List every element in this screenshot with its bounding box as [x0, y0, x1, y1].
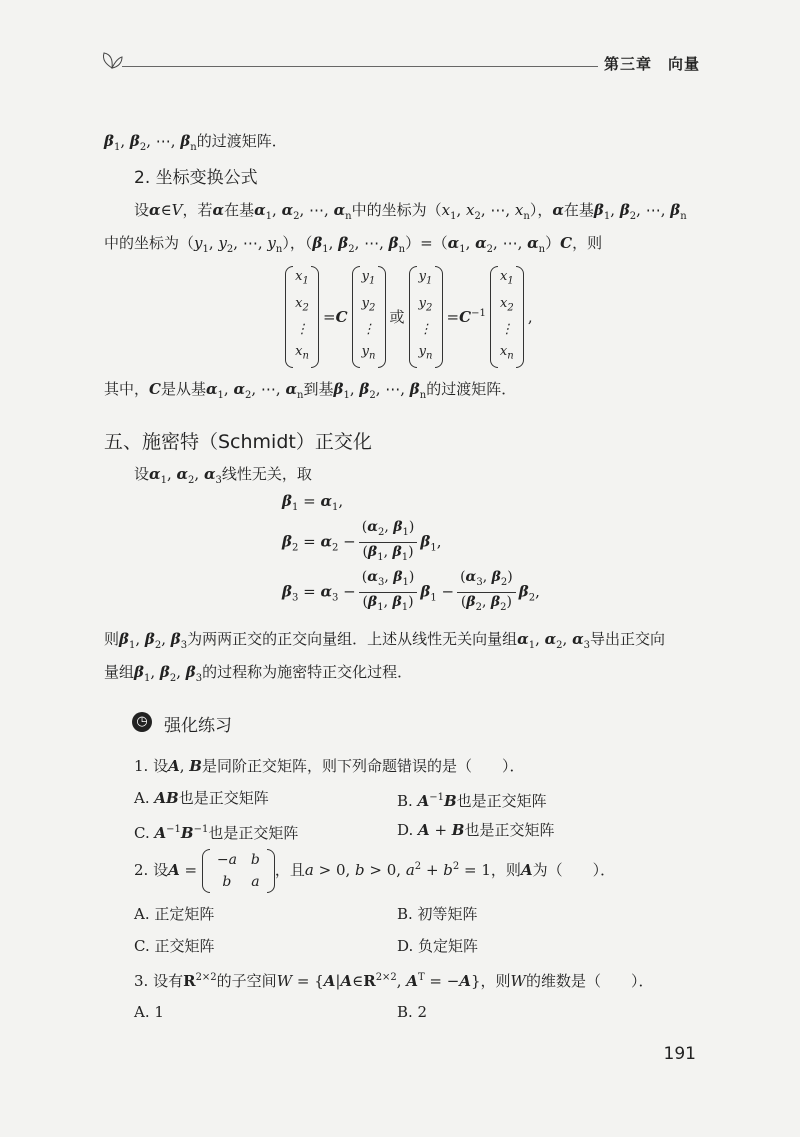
question-1-option-a: A. AB也是正交矩阵	[134, 789, 269, 807]
question-3-option-a: A. 1	[134, 1003, 164, 1021]
subsection-heading: 2. 坐标变换公式	[134, 168, 258, 188]
text-line-5: 其中，C是从基$\alpha_1$, $\alpha_2$, ⋯, $\alpha_n$到基$\beta_1$, $\beta_2$, ⋯, $\beta_n$的过渡矩阵．	[104, 380, 517, 401]
text-line-3: 设α∈V，若α在基$\alpha_1$, $\alpha_2$, ⋯, $\alpha_n$中的坐标为（$x_1$, $x_2$, ⋯, $x_n$），α在基$\beta_1$, $\beta_2$, ⋯, $\beta_n$	[134, 201, 687, 222]
question-1-option-c: C. $A^{-1}B^{-1}$也是正交矩阵	[134, 824, 299, 842]
coordinate-transform-equation: $x_1$ $x_2$ ⋮ $x_n$ =C $y_1$ $y_2$ ⋮ $y_n$ 或 $y_1$ $y_2$ ⋮ $y_n$ $=C^{-1}$ $x_1$ $x_2$ ⋮ $x_n$ ,	[285, 266, 537, 360]
clock-icon: ◷	[132, 712, 152, 732]
question-3-option-b: B. 2	[397, 1003, 428, 1021]
question-3-stem: 3. 设有$R^{2\times 2}$的子空间$W = \{A|A\in R^{2\times 2}$, $A^T = -A$}，则W的维数是（ ）．	[134, 972, 654, 990]
exercise-heading: 强化练习	[164, 716, 232, 736]
question-1-option-b: B. $A^{-1}B$也是正交矩阵	[397, 792, 547, 810]
text-line-4: 中的坐标为（$y_1$, $y_2$, ⋯, $y_n$），（$\beta_1$, $\beta_2$, ⋯, $\beta_n)=(\alpha_1$, $\alpha_2$, ⋯, $\alpha_n)C$，则	[104, 234, 603, 255]
text-line-7: 则$\beta_1$, $\beta_2$, $\beta_3$为两两正交的正交向量组．上述从线性无关向量组$\alpha_1$, $\alpha_2$, $\alpha_3$导出正交向	[104, 630, 666, 651]
text-line-1: $\beta_1$, $\beta_2$, ⋯, $\beta_n$的过渡矩阵．	[104, 132, 287, 153]
question-1-option-d: D. A + B也是正交矩阵	[397, 821, 555, 839]
text-line-8: 量组$\beta_1$, $\beta_2$, $\beta_3$的过程称为施密特正交化过程．	[104, 663, 413, 684]
header-rule	[122, 66, 598, 67]
running-header	[100, 40, 700, 80]
question-2-option-c: C. 正交矩阵	[134, 937, 215, 955]
question-2-option-a: A. 正定矩阵	[134, 905, 215, 923]
schmidt-eq-1: $\beta_1 = \alpha_1$,	[282, 492, 344, 513]
schmidt-eq-2: $\beta_2 = \alpha_2$ − $\frac{(\alpha_2, \beta_1)}{(\beta_1, \beta_1)}$ $\beta_1$,	[282, 519, 442, 563]
leaf-icon	[100, 50, 124, 70]
schmidt-eq-3: $\beta_3 = \alpha_3$ − $\frac{(\alpha_3, \beta_1)}{(\beta_1, \beta_1)}$ $\beta_1$ − $\frac{(\alpha_3, \beta_2)}{(\beta_2, \beta_2)}$ $\beta_2$,	[282, 569, 540, 613]
text-line-6: 设$\alpha_1$, $\alpha_2$, $\alpha_3$线性无关，取	[134, 465, 312, 486]
question-1-stem: 1. 设A, B是同阶正交矩阵，则下列命题错误的是（ ）．	[134, 757, 525, 775]
question-2-stem: 2. 设A = −a b b a ，且a > 0, b > 0, $a^2 + b^2 = 1$，则A为（ ）．	[134, 849, 615, 893]
page-number: 191	[663, 1044, 696, 1064]
question-2-option-b: B. 初等矩阵	[397, 905, 478, 923]
question-2-option-d: D. 负定矩阵	[397, 937, 479, 955]
section-heading: 五、施密特（Schmidt）正交化	[104, 431, 372, 453]
chapter-title: 第三章 向量	[603, 55, 700, 73]
